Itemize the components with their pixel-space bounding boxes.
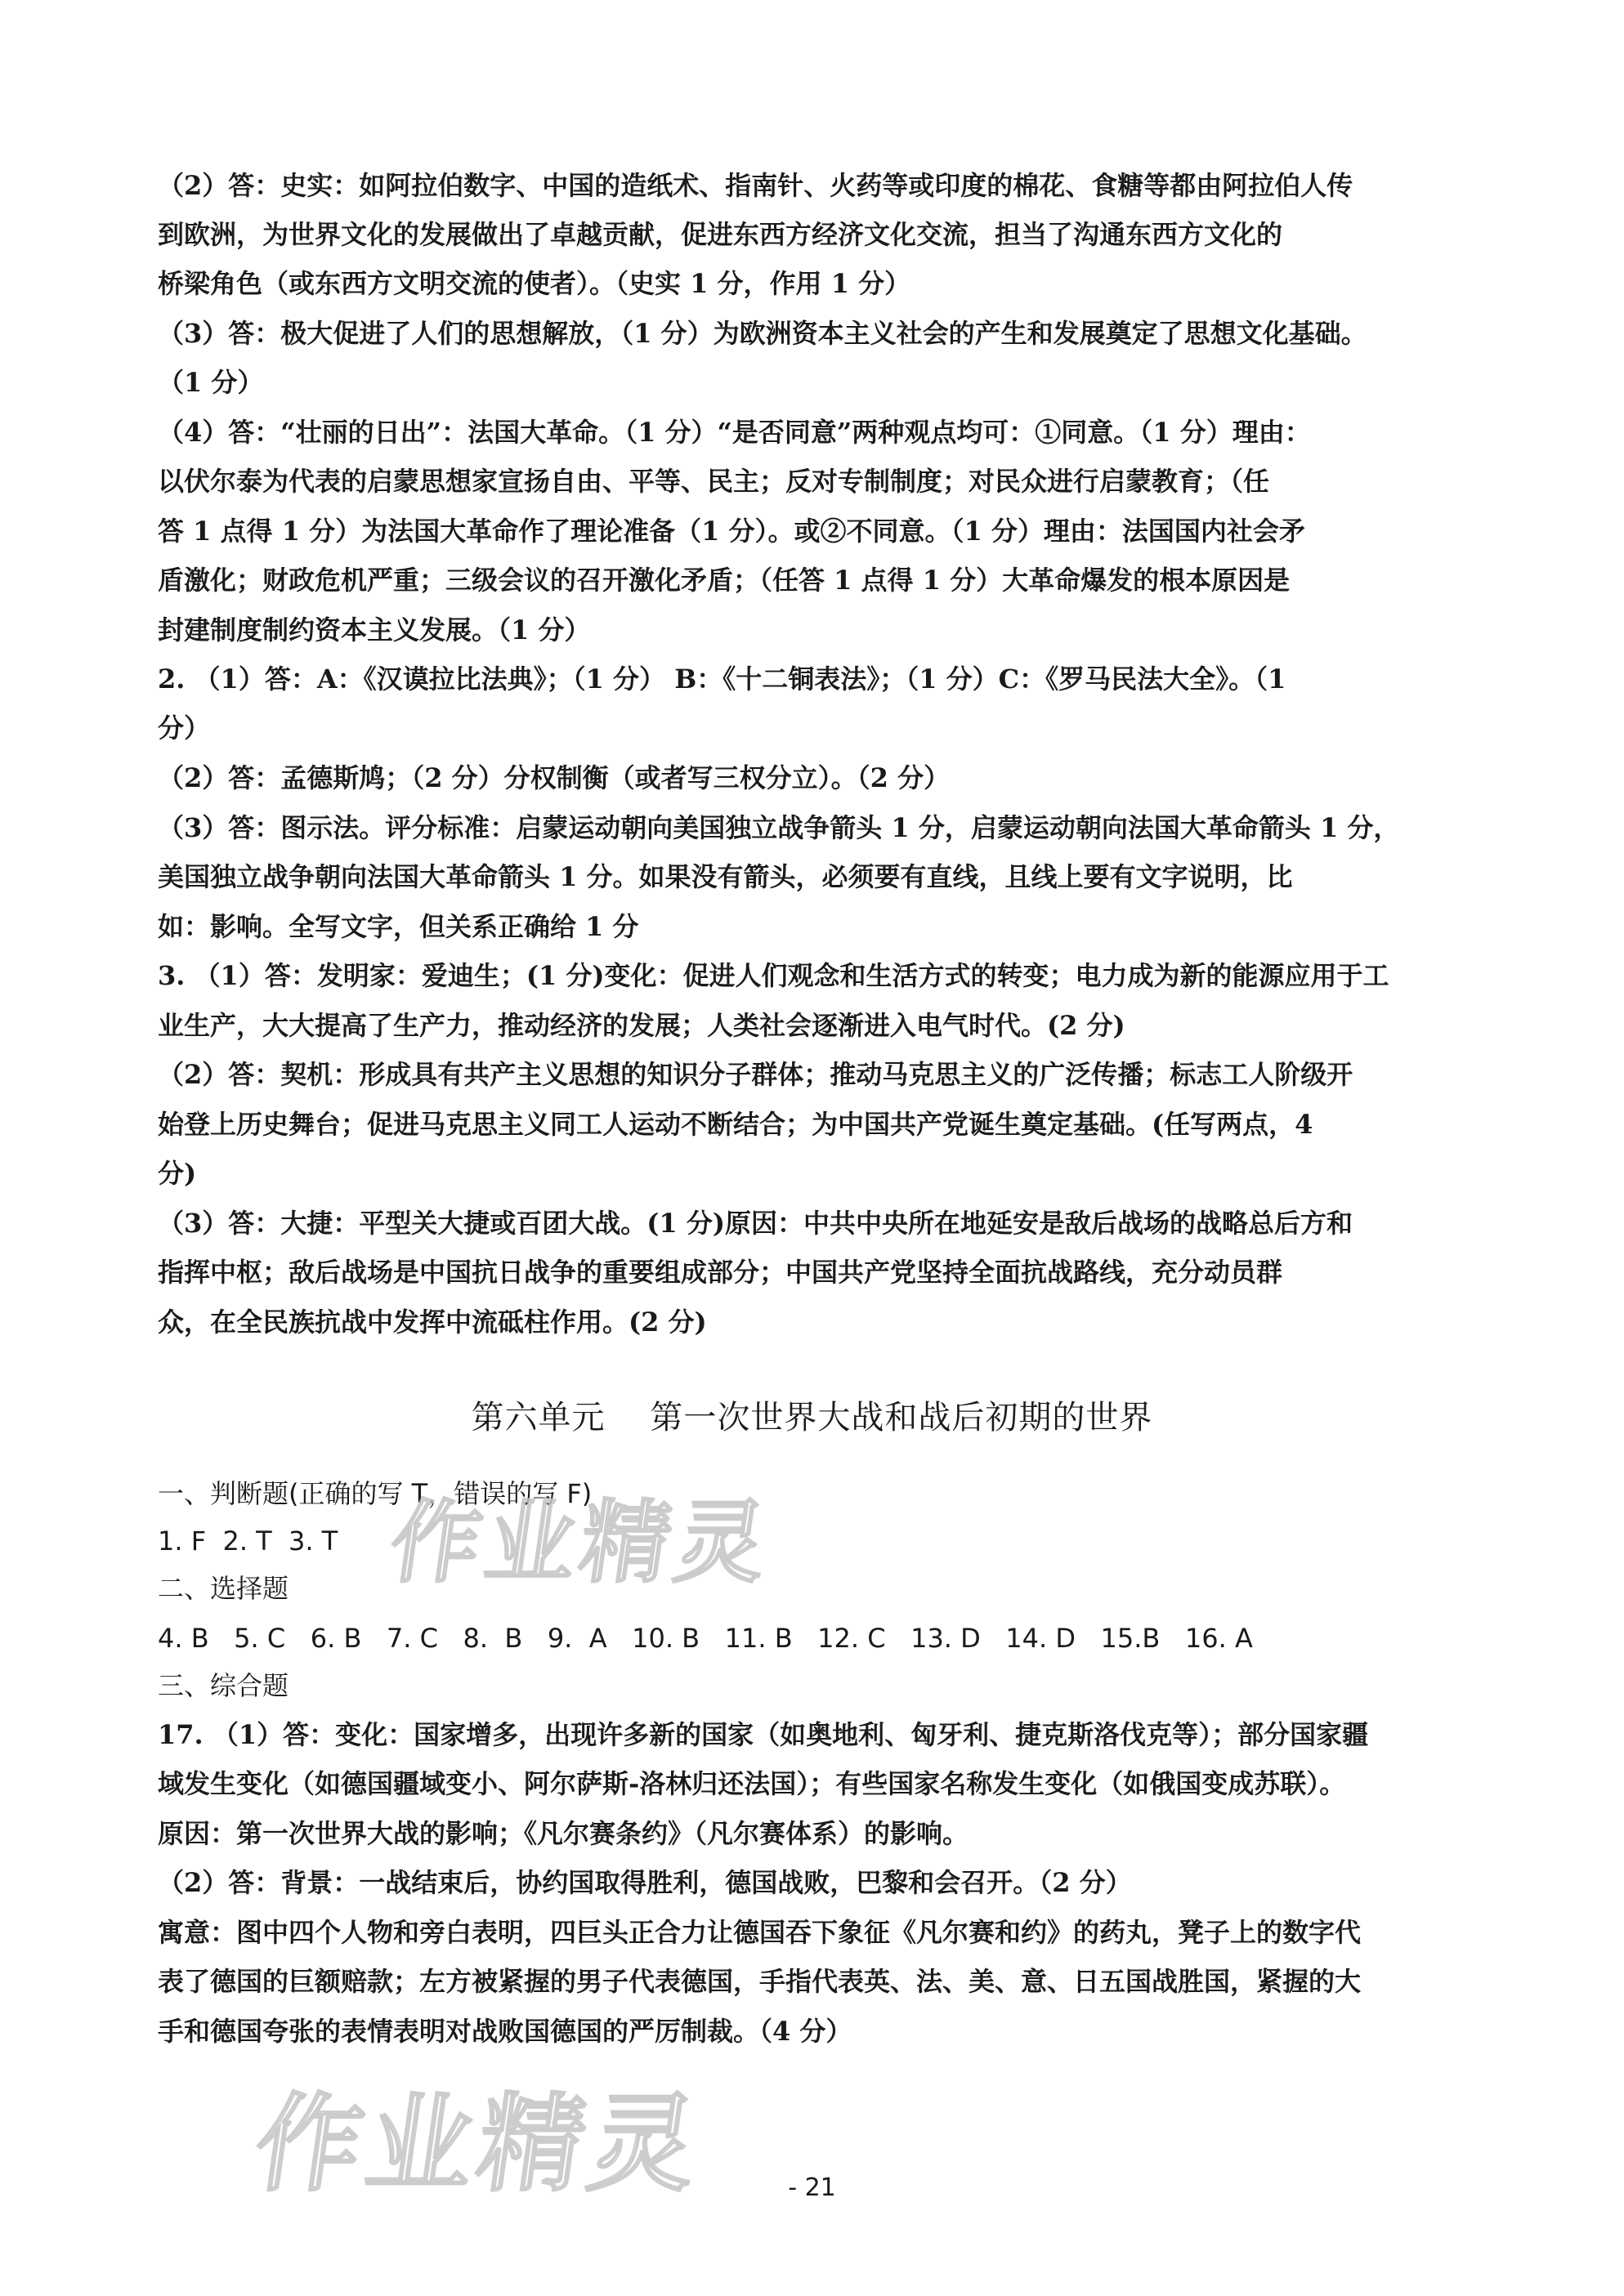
page-number: - 21 (788, 2173, 836, 2202)
text-line: （2）答：史实：如阿拉伯数字、中国的造纸术、指南针、火药等或印度的棉花、食糖等都由阿拉伯人传 (158, 170, 1353, 201)
text-line: 盾激化；财政危机严重；三级会议的召开激化矛盾；（任答 1 点得 1 分）大革命爆发的根本原因是 (158, 565, 1291, 596)
text-line: 到欧洲，为世界文化的发展做出了卓越贡献，促进东西方经济文化交流，担当了沟通东西方文化的 (158, 219, 1283, 250)
text-line: 指挥中枢；敌后战场是中国抗日战争的重要组成部分；中国共产党坚持全面抗战路线，充分动员群 (158, 1257, 1283, 1288)
text-line: 封建制度制约资本主义发展。（1 分） (158, 614, 591, 645)
text-line: （2）答：背景：一战结束后，协约国取得胜利，德国战败，巴黎和会召开。（2 分） (158, 1867, 1132, 1898)
text-line: 桥梁角色（或东西方文明交流的使者）。（史实 1 分，作用 1 分） (158, 268, 911, 299)
text-line: （1 分） (158, 367, 264, 398)
text-line: 分) (158, 1158, 197, 1189)
text-line: 寓意：图中四个人物和旁白表明，四巨头正合力让德国吞下象征《凡尔赛和约》的药丸，凳子上的数字代 (158, 1917, 1362, 1948)
text-line: （2）答：契机：形成具有共产主义思想的知识分子群体；推动马克思主义的广泛传播；标志工人阶级开 (158, 1059, 1353, 1090)
text-line: 3. （1）答：发明家：爱迪生；(1 分)变化：促进人们观念和生活方式的转变；电力成为新的能源应用于工 (158, 960, 1389, 991)
text-line: 原因：第一次世界大战的影响；《凡尔赛条约》（凡尔赛体系）的影响。 (158, 1818, 969, 1849)
text-line: 众，在全民族抗战中发挥中流砥柱作用。(2 分) (158, 1307, 707, 1338)
answer-line: 4. B 5. C 6. B 7. C 8. B 9. A 10. B 11. B 12. C 13. D 14. D 15.B 16. A (158, 1623, 1253, 1654)
text-line: 答 1 点得 1 分）为法国大革命作了理论准备（1 分）。或②不同意。（1 分）理由：法国国内社会矛 (158, 516, 1305, 547)
text-line: （3）答：图示法。评分标准：启蒙运动朝向美国独立战争箭头 1 分，启蒙运动朝向法国大革命箭头 1 分， (158, 812, 1400, 843)
text-line: 域发生变化（如德国疆域变小、阿尔萨斯-洛林归还法国）；有些国家名称发生变化（如俄国变成苏联）。 (158, 1768, 1346, 1799)
text-line: 如：影响。全写文字，但关系正确给 1 分 (158, 911, 639, 942)
text-line: 手和德国夸张的表情表明对战败国德国的严厉制裁。（4 分） (158, 2016, 852, 2047)
text-line: 表了德国的巨额赔款；左方被紧握的男子代表德国，手指代表英、法、美、意、日五国战胜国，紧握的大 (158, 1966, 1362, 1997)
text-line: 17. （1）答：变化：国家增多，出现许多新的国家（如奥地利、匈牙利、捷克斯洛伐克等）；部分国家疆 (158, 1719, 1369, 1750)
text-line: 始登上历史舞台；促进马克思主义同工人运动不断结合；为中国共产党诞生奠定基础。(任写两点，4 (158, 1109, 1313, 1140)
section-heading: 二、选择题 (158, 1573, 289, 1604)
text-line: （3）答：极大促进了人们的思想解放，（1 分）为欧洲资本主义社会的产生和发展奠定了思想文化基础。 (158, 318, 1367, 349)
text-line: 以伏尔泰为代表的启蒙思想家宣扬自由、平等、民主；反对专制制度；对民众进行启蒙教育；（任 (158, 466, 1270, 497)
answer-line: 1. F 2. T 3. T (158, 1525, 338, 1557)
section-heading: 三、综合题 (158, 1670, 289, 1701)
watermark: 作业精灵 (383, 1490, 778, 1595)
text-line: 分） (158, 712, 211, 744)
text-line: （3）答：大捷：平型关大捷或百团大战。(1 分)原因：中共中央所在地延安是敌后战场的战略总后方和 (158, 1208, 1353, 1239)
text-line: （4）答：“壮丽的日出”：法国大革命。（1 分）“是否同意”两种观点均可：①同意。（1 分）理由： (158, 417, 1311, 448)
text-line: 业生产，大大提高了生产力，推动经济的发展；人类社会逐渐进入电气时代。(2 分) (158, 1010, 1125, 1041)
text-line: 2. （1）答：A：《汉谟拉比法典》；（1 分） B：《十二铜表法》；（1 分）C：《罗马民法大全》。（1 (158, 663, 1286, 695)
text-line: 美国独立战争朝向法国大革命箭头 1 分。如果没有箭头，必须要有直线，且线上要有文字说明，比 (158, 861, 1293, 892)
watermark: 作业精灵 (247, 2082, 710, 2206)
text-line: （2）答：孟德斯鸠；（2 分）分权制衡（或者写三权分立）。（2 分） (158, 762, 951, 793)
section-title: 第六单元 第一次世界大战和战后初期的世界 (471, 1399, 1153, 1436)
section-heading: 一、判断题(正确的写 T，错误的写 F) (158, 1478, 593, 1509)
